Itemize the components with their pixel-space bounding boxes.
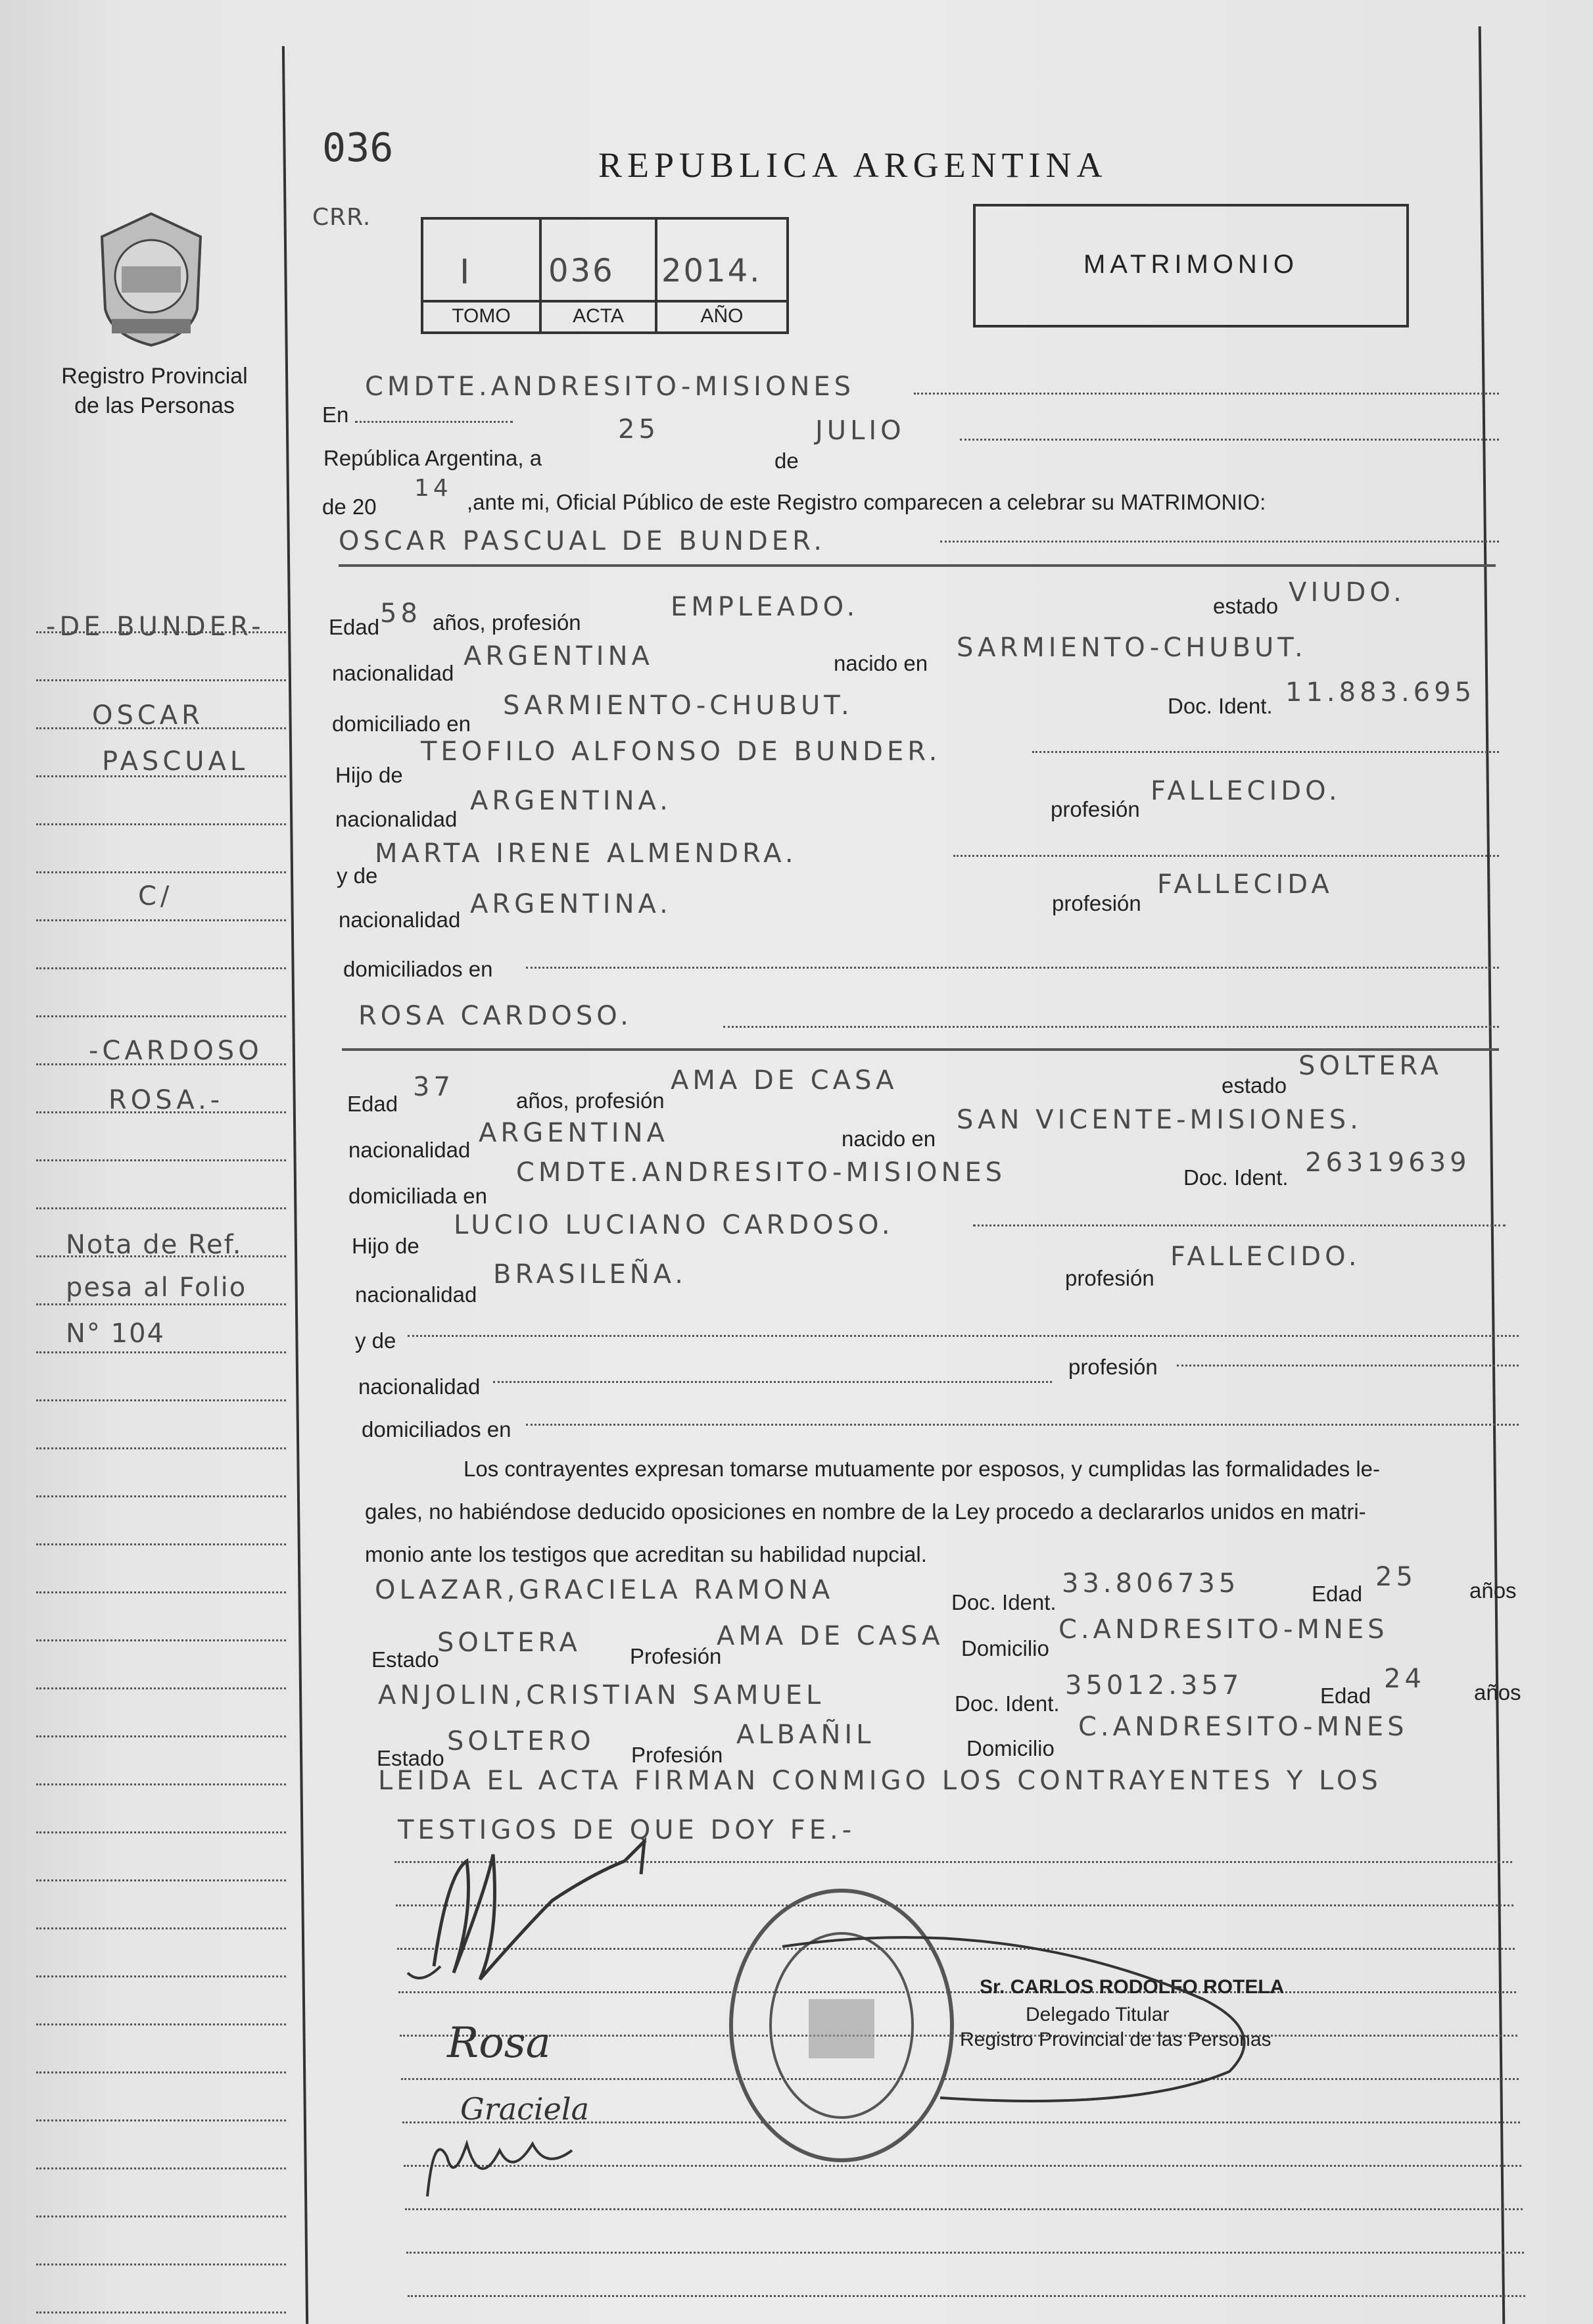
left-rule xyxy=(36,1447,286,1449)
form-label: domiciliada en xyxy=(348,1184,487,1208)
left-rule xyxy=(36,2023,286,2025)
left-rule xyxy=(36,1783,286,1785)
bride-doc: 26319639 xyxy=(1305,1148,1471,1178)
witness2-doc: 35012.357 xyxy=(1065,1670,1243,1701)
form-label: Doc. Ident. xyxy=(951,1590,1057,1614)
dotted-line xyxy=(723,1026,1499,1028)
signature-bride: Rosa xyxy=(447,2019,551,2068)
act-day: 25 xyxy=(618,414,659,445)
margin-note-second: PASCUAL xyxy=(102,746,249,777)
bride-nationality: ARGENTINA xyxy=(479,1118,669,1148)
left-rule xyxy=(36,2312,286,2313)
dotted-line xyxy=(408,1335,1519,1337)
signature-groom xyxy=(394,1835,684,2006)
dotted-line xyxy=(526,1424,1519,1426)
form-label: República Argentina, a xyxy=(323,446,542,470)
dotted-line xyxy=(914,393,1499,395)
officer-org: Registro Provincial de las Personas xyxy=(960,2029,1272,2050)
form-label: Edad xyxy=(329,615,380,639)
left-rule xyxy=(36,1975,286,1977)
left-rule xyxy=(36,2071,286,2073)
groom-mother: MARTA IRENE ALMENDRA. xyxy=(375,838,797,869)
form-label: Edad xyxy=(1312,1582,1363,1606)
form-label: nacionalidad xyxy=(358,1374,481,1399)
form-label: domiciliados en xyxy=(362,1417,511,1441)
margin-note-ref-3: N° 104 xyxy=(66,1319,165,1349)
groom-status: VIUDO. xyxy=(1289,577,1406,608)
signature-witness-2 xyxy=(414,2118,585,2210)
left-rule xyxy=(36,2119,286,2121)
bride-born: SAN VICENTE-MISIONES. xyxy=(957,1105,1362,1135)
left-rule xyxy=(36,967,286,969)
margin-note-ref-2: pesa al Folio xyxy=(66,1272,247,1303)
form-label: gales, no habiéndose deducido oposiciones en nombre de la Ley procedo a declararlos unidos en matri- xyxy=(365,1499,1366,1524)
acta-value: 036 xyxy=(548,253,615,289)
witness1-doc: 33.806735 xyxy=(1062,1568,1240,1599)
witness1-profession: AMA DE CASA xyxy=(717,1621,944,1651)
witness2-profession: ALBAÑIL xyxy=(736,1720,875,1750)
form-label: Edad xyxy=(1320,1683,1371,1708)
act-place: CMDTE.ANDRESITO-MISIONES xyxy=(365,372,855,402)
groom-nationality: ARGENTINA xyxy=(464,641,654,671)
closing-line-2: TESTIGOS DE QUE DOY FE.- xyxy=(398,1815,856,1845)
record-type: MATRIMONIO xyxy=(1083,250,1298,279)
province-emblem xyxy=(92,210,210,349)
form-label: profesión xyxy=(1068,1355,1158,1379)
left-rule xyxy=(36,1639,286,1641)
form-label: nacionalidad xyxy=(348,1138,471,1162)
form-label: nacido en xyxy=(834,651,928,675)
form-label: Estado xyxy=(371,1647,439,1672)
form-label: estado xyxy=(1222,1073,1287,1098)
left-rule xyxy=(36,1399,286,1401)
form-label: profesión xyxy=(1052,891,1141,915)
left-rule xyxy=(36,1255,286,1257)
left-rule xyxy=(36,1735,286,1737)
dotted-line xyxy=(960,439,1499,441)
form-label: Los contrayentes expresan tomarse mutuamente por esposos, y cumplidas las formalidades le- xyxy=(464,1457,1381,1481)
registry-line-2: de las Personas xyxy=(74,393,235,418)
form-label: de xyxy=(774,448,799,473)
document-number: 036 xyxy=(322,125,394,171)
bride-father: LUCIO LUCIANO CARDOSO. xyxy=(454,1210,894,1240)
form-label: Profesión xyxy=(631,1743,723,1767)
left-rule xyxy=(36,1207,286,1209)
form-label: Profesión xyxy=(630,1644,722,1668)
groom-born: SARMIENTO-CHUBUT. xyxy=(957,633,1307,663)
witness1-name: OLAZAR,GRACIELA RAMONA xyxy=(375,1575,834,1605)
left-rule xyxy=(36,2215,286,2217)
left-rule xyxy=(36,2167,286,2169)
left-rule xyxy=(36,1111,286,1113)
groom-name: OSCAR PASCUAL DE BUNDER. xyxy=(339,526,826,556)
groom-doc: 11.883.695 xyxy=(1285,677,1476,708)
left-rule xyxy=(36,871,286,873)
left-rule xyxy=(36,1015,286,1017)
dotted-line xyxy=(1032,751,1499,753)
document-mark: CRR. xyxy=(312,204,371,231)
witness2-name: ANJOLIN,CRISTIAN SAMUEL xyxy=(378,1680,825,1710)
left-rule xyxy=(36,679,286,681)
bride-father-prof: FALLECIDO. xyxy=(1170,1242,1361,1272)
form-label: Doc. Ident. xyxy=(1183,1165,1289,1190)
groom-mother-nat: ARGENTINA. xyxy=(470,889,672,919)
bride-profession: AMA DE CASA xyxy=(671,1065,898,1096)
officer-name: Sr. CARLOS RODOLFO ROTELA xyxy=(980,1976,1285,1998)
anio-label: AÑO xyxy=(700,305,744,327)
form-label: nacionalidad xyxy=(355,1282,477,1307)
form-label: ,ante mi, Oficial Público de este Registro comparecen a celebrar su MATRIMONIO: xyxy=(467,490,1266,514)
dotted-line xyxy=(526,967,1499,969)
form-label: Doc. Ident. xyxy=(955,1691,1060,1716)
margin-note-surname: -DE BUNDER- xyxy=(46,612,265,642)
groom-father: TEOFILO ALFONSO DE BUNDER. xyxy=(421,737,941,767)
dotted-line xyxy=(940,541,1499,543)
act-year: 14 xyxy=(414,475,452,502)
form-label: Doc. Ident. xyxy=(1168,694,1273,718)
left-rule xyxy=(36,1831,286,1833)
witness1-age: 25 xyxy=(1375,1562,1417,1592)
form-label: y de xyxy=(337,863,378,888)
witness2-age: 24 xyxy=(1384,1664,1425,1694)
margin-note-c: C/ xyxy=(138,881,174,911)
closing-line-1: LEIDA EL ACTA FIRMAN CONMIGO LOS CONTRAYENTES Y LOS xyxy=(378,1766,1382,1796)
form-label: profesión xyxy=(1065,1266,1154,1290)
tomo-value: I xyxy=(460,253,474,292)
divider-line xyxy=(339,564,1496,567)
left-rule xyxy=(36,1687,286,1689)
dotted-line xyxy=(408,2295,1525,2297)
left-rule xyxy=(36,1303,286,1305)
left-rule xyxy=(36,1591,286,1593)
left-margin-line xyxy=(282,46,308,2324)
form-label: nacionalidad xyxy=(332,661,454,685)
dotted-line xyxy=(493,1381,1052,1383)
groom-profession: EMPLEADO. xyxy=(671,592,859,622)
witness1-address: C.ANDRESITO-MNES xyxy=(1058,1614,1389,1645)
form-label: Hijo de xyxy=(352,1234,419,1258)
form-label: años xyxy=(1474,1680,1521,1705)
dotted-line xyxy=(1177,1365,1519,1367)
dotted-line xyxy=(406,2252,1524,2254)
left-rule xyxy=(36,919,286,921)
left-rule xyxy=(36,1495,286,1497)
left-rule xyxy=(36,1879,286,1881)
record-index-box xyxy=(421,217,789,334)
signature-witness-1: Graciela xyxy=(460,2091,589,2127)
form-label: y de xyxy=(355,1328,396,1353)
left-rule xyxy=(36,631,286,633)
form-label: estado xyxy=(1213,594,1279,618)
form-label: Hijo de xyxy=(335,763,403,787)
margin-note-first: OSCAR xyxy=(92,700,204,731)
dotted-line xyxy=(355,421,513,423)
form-label: años, profesión xyxy=(433,610,581,635)
form-label: de 20 xyxy=(322,495,377,519)
act-month: JULIO xyxy=(815,416,905,446)
left-rule xyxy=(36,1159,286,1161)
anio-value: 2014. xyxy=(661,253,762,289)
right-border-line xyxy=(1479,26,1506,2324)
left-rule xyxy=(36,1543,286,1545)
margin-note-bride-surname: -CARDOSO xyxy=(89,1036,263,1066)
form-label: domiciliado en xyxy=(332,712,471,736)
officer-title: Delegado Titular xyxy=(1026,2004,1170,2025)
form-label: profesión xyxy=(1051,797,1140,821)
signature-officer xyxy=(743,1920,1295,2118)
margin-note-ref-1: Nota de Ref. xyxy=(66,1230,243,1260)
bride-father-nat: BRASILEÑA. xyxy=(493,1259,688,1290)
form-label: nacionalidad xyxy=(335,807,458,831)
bride-name: ROSA CARDOSO. xyxy=(358,1001,632,1031)
form-label: Edad xyxy=(347,1092,398,1116)
left-rule xyxy=(36,1351,286,1353)
form-label: Domicilio xyxy=(961,1636,1049,1660)
left-rule xyxy=(36,823,286,825)
witness1-status: SOLTERA xyxy=(437,1628,581,1658)
left-rule xyxy=(36,1063,286,1065)
bride-age: 37 xyxy=(413,1072,454,1102)
groom-mother-prof: FALLECIDA xyxy=(1157,869,1333,900)
left-rule xyxy=(36,775,286,777)
dotted-line xyxy=(973,1224,1506,1226)
acta-label: ACTA xyxy=(573,305,624,327)
form-label: años, profesión xyxy=(516,1088,665,1113)
form-label: Domicilio xyxy=(966,1736,1055,1760)
country-title: REPUBLICA ARGENTINA xyxy=(598,145,1108,185)
form-label: Estado xyxy=(377,1746,444,1770)
left-rule xyxy=(36,1927,286,1929)
left-rule xyxy=(36,727,286,729)
groom-address: SARMIENTO-CHUBUT. xyxy=(503,690,853,721)
bride-status: SOLTERA xyxy=(1298,1051,1442,1081)
form-label: nacionalidad xyxy=(339,908,461,932)
dotted-line xyxy=(953,855,1499,857)
groom-age: 58 xyxy=(380,598,421,629)
left-rule xyxy=(36,2263,286,2265)
record-type-box xyxy=(973,204,1409,327)
form-label: domiciliados en xyxy=(343,957,493,981)
groom-father-prof: FALLECIDO. xyxy=(1151,776,1341,806)
form-label: En xyxy=(322,402,349,427)
margin-note-bride-first: ROSA.- xyxy=(108,1085,224,1115)
registry-line-1: Registro Provincial xyxy=(61,364,248,389)
form-label: monio ante los testigos que acreditan su habilidad nupcial. xyxy=(365,1542,927,1566)
form-label: años xyxy=(1469,1578,1517,1603)
witness2-status: SOLTERO xyxy=(447,1726,595,1756)
tomo-label: TOMO xyxy=(452,305,511,327)
bride-address: CMDTE.ANDRESITO-MISIONES xyxy=(516,1157,1007,1188)
groom-father-nat: ARGENTINA. xyxy=(470,786,672,816)
witness2-address: C.ANDRESITO-MNES xyxy=(1078,1712,1408,1742)
form-label: nacido en xyxy=(842,1126,936,1151)
